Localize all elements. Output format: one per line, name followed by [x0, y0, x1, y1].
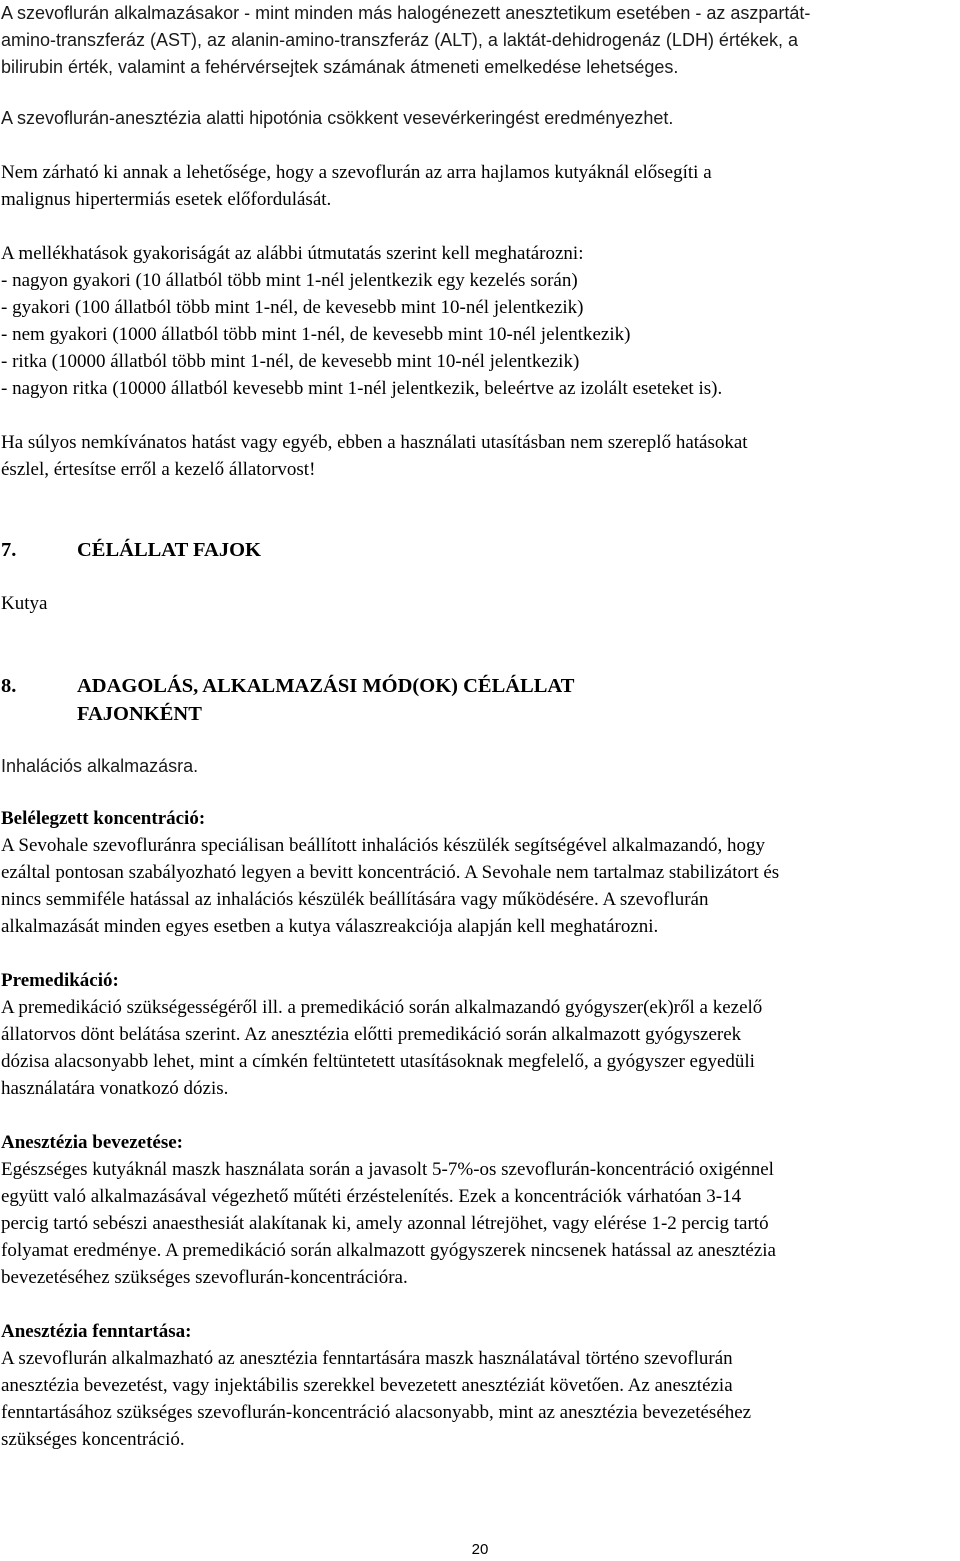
- section-number: 7.: [1, 539, 17, 561]
- subheading-premedication: Premedikáció:: [1, 970, 119, 991]
- paragraph-hyperthermia: Nem zárható ki annak a lehetősége, hogy a szevoflurán az arra hajlamos kutyáknál elősegíti a malignus hipertermiás esetek előfordulását.: [1, 162, 712, 210]
- text-induction: Egészséges kutyáknál maszk használata során a javasolt 5-7%-os szevoflurán-koncentráció oxigénnel együtt való alkalmazásával végezhető műtéti érzéstelenítés. Ezek a koncentrációk várhatóan 3-14 percig tartó sebészi anaesthesiát alakítanak ki, amely azonnal létrejöhet, vagy elérése 1-2 percig tartó folyamat eredménye. A premedikáció során alkalmazott gyógyszerek nincsenek hatással az anesztézia bevezetéséhez szükséges szevoflurán-koncentrációra.: [1, 1159, 776, 1288]
- section-title: CÉLÁLLAT FAJOK: [77, 539, 261, 561]
- paragraph-report-adverse: Ha súlyos nemkívánatos hatást vagy egyéb, ebben a használati utasításban nem szereplő hatásokat észlel, értesítse erről a kezelő állatorvost!: [1, 432, 748, 480]
- paragraph-lab-values: A szevoflurán alkalmazásakor - mint minden más halogénezett anesztetikum esetében - az aszpartát- amino-transzferáz (AST), az alanin-amino-transzferáz (ALT), a laktát-dehidrogenáz (LDH) értékek, a bilirubin érték, valamint a fehérvérsejtek számának átmeneti emelkedése lehetséges.: [1, 3, 811, 77]
- section-7-body: Kutya: [1, 593, 48, 614]
- subheading-maintenance: Anesztézia fenntartása:: [1, 1321, 192, 1342]
- subheading-inhaled-concentration: Belélegzett koncentráció:: [1, 808, 206, 829]
- section-title: ADAGOLÁS, ALKALMAZÁSI MÓD(OK) CÉLÁLLAT FAJONKÉNT: [77, 675, 575, 725]
- text-inhaled-concentration: A Sevohale szevofluránra speciálisan beállított inhalációs készülék segítségével alkalmazandó, hogy ezáltal pontosan szabályozható legyen a bevitt koncentráció. A Sevohale nem tartalmaz stabilizátort és nincs semmiféle hatással az inhalációs készülék beállítására vagy működésére. A szevoflurán alkalmazását minden egyes esetben a kutya válaszreakciója alapján kell meghatározni.: [1, 835, 780, 937]
- page-number: 20: [471, 1541, 489, 1558]
- subheading-induction: Anesztézia bevezetése:: [1, 1132, 183, 1153]
- section-number: 8.: [1, 675, 17, 697]
- paragraph-hypotension: A szevoflurán-anesztézia alatti hipotónia csökkent vesevérkeringést eredményezhet.: [1, 108, 674, 128]
- text-maintenance: A szevoflurán alkalmazható az anesztézia fenntartására maszk használatával történo szevoflurán anesztézia bevezetést, vagy injektábilis szerekkel bevezetett anesztéziát követően. Az anesztézia fenntartásához szükséges szevoflurán-koncentráció alacsonyabb, mint az anesztézia bevezetéséhez szükséges koncentráció.: [1, 1348, 752, 1450]
- text-premedication: A premedikáció szükségességéről ill. a premedikáció során alkalmazandó gyógyszer(ek)ről a kezelő állatorvos dönt belátása szerint. Az anesztézia előtti premedikáció során alkalmazott gyógyszerek dózisa alacsonyabb lehet, mint a címkén feltüntetett utasításoknak megfelelő, a gyógyszer egyedüli használatára vonatkozó dózis.: [1, 997, 763, 1099]
- section-8-intro: Inhalációs alkalmazásra.: [1, 756, 199, 776]
- paragraph-frequency-list: A mellékhatások gyakoriságát az alábbi útmutatás szerint kell meghatározni: - nagyon gyakori (10 állatból több mint 1-nél jelentkezik egy kezelés során) - gyakori (100 állatból több mint 1-nél, de kevesebb mint 10-nél jelentkezik) - nem gyakori (1000 állatból több mint 1-nél, de kevesebb mint 10-nél jelentkezik) - ritka (10000 állatból több mint 1-nél, de kevesebb mint 10-nél jelentkezik) - nagyon ritka (10000 állatból kevesebb mint 1-nél jelentkezik, beleértve az izolált eseteket is).: [1, 243, 723, 399]
